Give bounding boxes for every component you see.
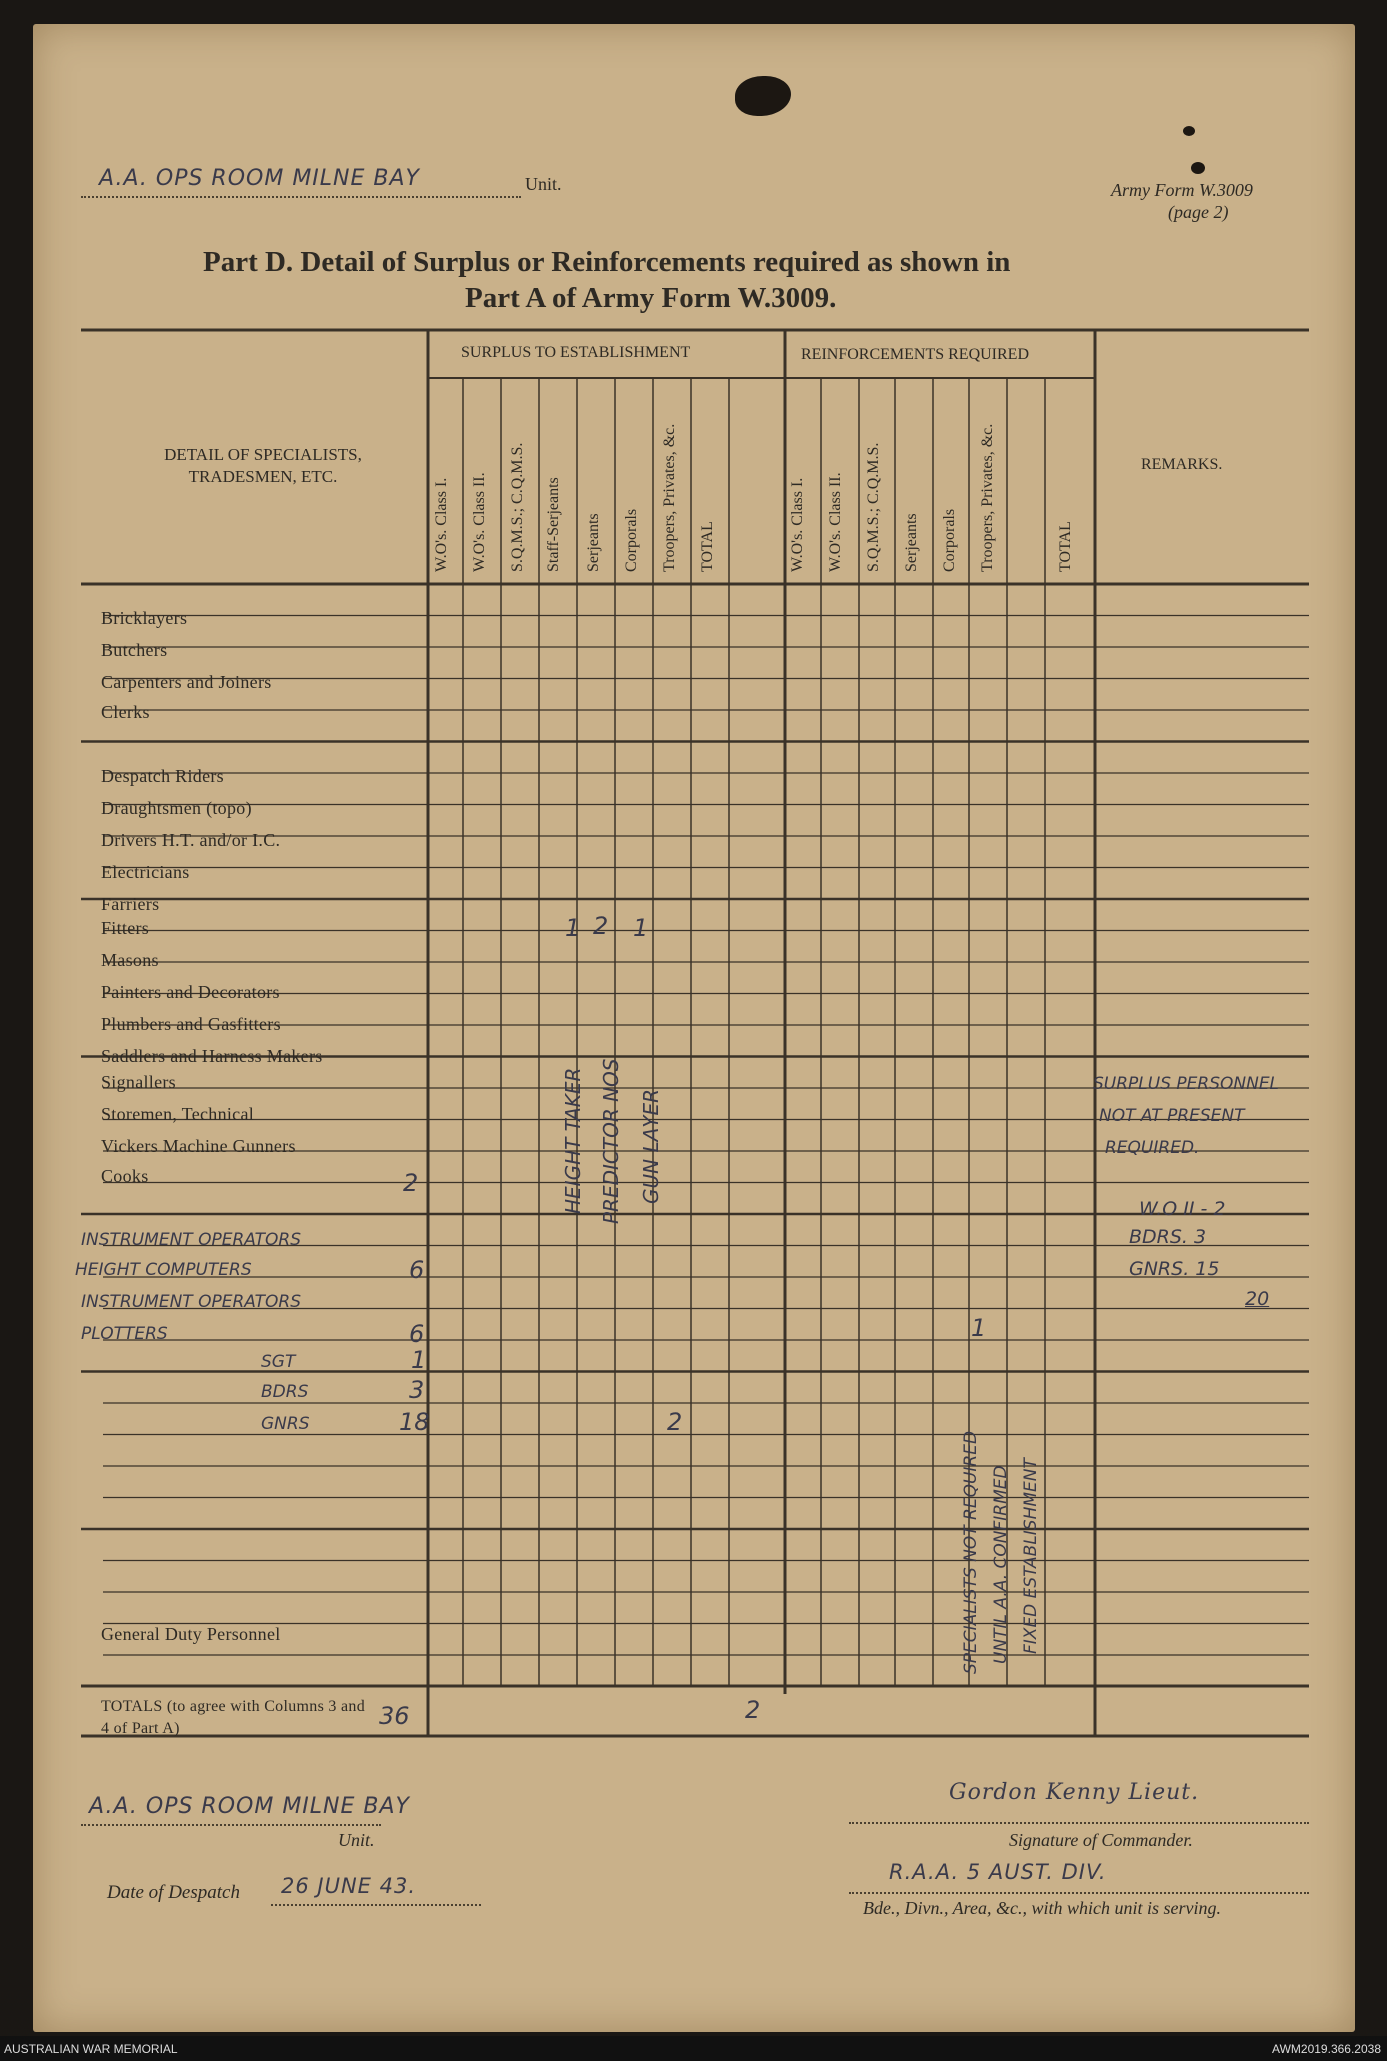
surplus-col-header: TOTAL (699, 521, 716, 572)
row-label: Fitters (101, 918, 150, 938)
surplus-col-header: W.O's. Class I. (433, 477, 450, 572)
remarks-gnrs: GNRS. 15 (1129, 1258, 1220, 1280)
row-label: Plumbers and Gasfitters (101, 1014, 281, 1034)
height-computers: HEIGHT COMPUTERS (75, 1260, 252, 1280)
remarks-line-2: NOT AT PRESENT (1099, 1106, 1245, 1126)
surplus-col-header: W.O's. Class II. (471, 472, 488, 572)
remarks-header: REMARKS. (1141, 456, 1223, 473)
bdrs-count: 3 (409, 1376, 425, 1404)
vertical-predictor: PREDICTOR NOS (599, 1058, 623, 1224)
row-label: Electricians (101, 862, 190, 882)
caption-left: AUSTRALIAN WAR MEMORIAL (4, 2042, 178, 2056)
signature: Gordon Kenny Lieut. (949, 1780, 1200, 1805)
surplus-col-header: Corporals (623, 508, 640, 572)
row-label: Butchers (101, 640, 168, 660)
reinforcement-col-header: W.O's. Class II. (827, 472, 844, 572)
reinforcement-col-header: S.Q.M.S.; C.Q.M.S. (865, 442, 882, 572)
general-duty-label: General Duty Personnel (101, 1624, 281, 1644)
sgt: SGT (261, 1352, 296, 1372)
despatch-field (271, 1874, 481, 1906)
page-reference: (page 2) (1168, 202, 1229, 222)
reinforcement-col-header: Corporals (941, 508, 958, 572)
row-label: Drivers H.T. and/or I.C. (101, 830, 281, 850)
footer-unit-label: Unit. (338, 1830, 375, 1850)
gnrs: GNRS (261, 1414, 310, 1434)
despatch-value: 26 JUNE 43. (281, 1874, 417, 1898)
sgt-count: 1 (411, 1346, 427, 1374)
row-label: Clerks (101, 702, 150, 722)
signature-label: Signature of Commander. (1009, 1830, 1193, 1850)
remarks-sum: 20 (1245, 1288, 1270, 1310)
signature-field (849, 1780, 1309, 1824)
plotters: PLOTTERS (81, 1324, 168, 1344)
form-reference: Army Form W.3009 (1111, 180, 1253, 200)
height-computers-count: 6 (409, 1256, 425, 1284)
instr-ops-1: INSTRUMENT OPERATORS (81, 1230, 302, 1250)
bdrs: BDRS (261, 1382, 309, 1402)
reinforcements-header: REINFORCEMENTS REQUIRED (801, 346, 1030, 363)
gnrs-troopers: 2 (667, 1408, 683, 1436)
surplus-col-header: Serjeants (585, 513, 602, 572)
unit-label: Unit. (525, 174, 562, 194)
surplus-header: SURPLUS TO ESTABLISHMENT (461, 344, 691, 361)
remarks-line-1: SURPLUS PERSONNEL (1093, 1074, 1280, 1094)
vertical-height-taker: HEIGHT TAKER (561, 1067, 585, 1214)
totals-count: 36 (379, 1702, 410, 1730)
bde-label: Bde., Divn., Area, &c., with which unit is serving. (863, 1898, 1221, 1918)
row-label: Draughtsmen (topo) (101, 798, 252, 818)
bde-field (849, 1860, 1309, 1894)
fitters-staff-serjeants: 1 (565, 914, 581, 942)
surplus-col-header: Troopers, Privates, &c. (661, 423, 678, 572)
footer-unit-value: A.A. OPS ROOM MILNE BAY (89, 1794, 410, 1819)
cooks-count: 2 (403, 1169, 419, 1197)
fitters-serjeants: 2 (593, 912, 609, 940)
row-label: Signallers (101, 1072, 176, 1092)
gnrs-count: 18 (399, 1408, 430, 1436)
remarks-bdrs: BDRS. 3 (1129, 1226, 1207, 1248)
reinforcement-col-header: Troopers, Privates, &c. (979, 423, 996, 572)
remarks-wo: W.O II - 2 (1139, 1198, 1226, 1220)
row-label: Painters and Decorators (101, 982, 280, 1002)
plotters-count: 6 (409, 1320, 425, 1348)
reinforcement-col-header: Serjeants (903, 513, 920, 572)
row-label: Vickers Machine Gunners (101, 1136, 296, 1156)
reinforcement-col-header: W.O's. Class I. (789, 477, 806, 572)
instr-ops-2: INSTRUMENT OPERATORS (81, 1292, 302, 1312)
reinforcement-col-header: TOTAL (1057, 521, 1074, 572)
form-title-line2: Part A of Army Form W.3009. (465, 282, 837, 314)
remarks-line-3: REQUIRED. (1105, 1138, 1200, 1158)
row-label: Despatch Riders (101, 766, 224, 786)
row-label: Farriers (101, 894, 160, 914)
surplus-col-header: Staff-Serjeants (545, 477, 562, 572)
unit-value: A.A. OPS ROOM MILNE BAY (99, 166, 420, 191)
bde-value: R.A.A. 5 AUST. DIV. (889, 1860, 1107, 1884)
surplus-col-header: S.Q.M.S.; C.Q.M.S. (509, 442, 526, 572)
form-title-line1: Part D. Detail of Surplus or Reinforcements required as shown in (203, 246, 1011, 278)
row-label: Cooks (101, 1166, 149, 1186)
footer-unit-field (81, 1794, 410, 1826)
row-label: Masons (101, 950, 159, 970)
caption-bar (0, 2036, 1387, 2061)
detail-header: DETAIL OF SPECIALISTS, TRADESMEN, ETC. (164, 445, 362, 486)
vertical-specialists-1: SPECIALISTS NOT REQUIRED (961, 1430, 981, 1674)
row-label: Storemen, Technical (101, 1104, 255, 1124)
row-label: Bricklayers (101, 608, 188, 628)
vertical-specialists-3: FIXED ESTABLISHMENT (1021, 1458, 1041, 1654)
vertical-specialists-2: UNTIL A.A. CONFIRMED (991, 1465, 1011, 1664)
vertical-gun-layer: GUN LAYER (639, 1088, 663, 1204)
totals-total: 2 (745, 1696, 761, 1724)
row-label: Saddlers and Harness Makers (101, 1046, 323, 1066)
totals-label: TOTALS (to agree with Columns 3 and 4 of Part A) (101, 1698, 365, 1737)
fitters-corporals: 1 (633, 914, 649, 942)
row-label: Carpenters and Joiners (101, 672, 272, 692)
despatch-label: Date of Despatch (107, 1882, 240, 1903)
caption-right: AWM2019.366.2038 (1272, 2042, 1381, 2056)
reinf-troopers-count: 1 (971, 1314, 987, 1342)
form-paper (33, 24, 1355, 2032)
